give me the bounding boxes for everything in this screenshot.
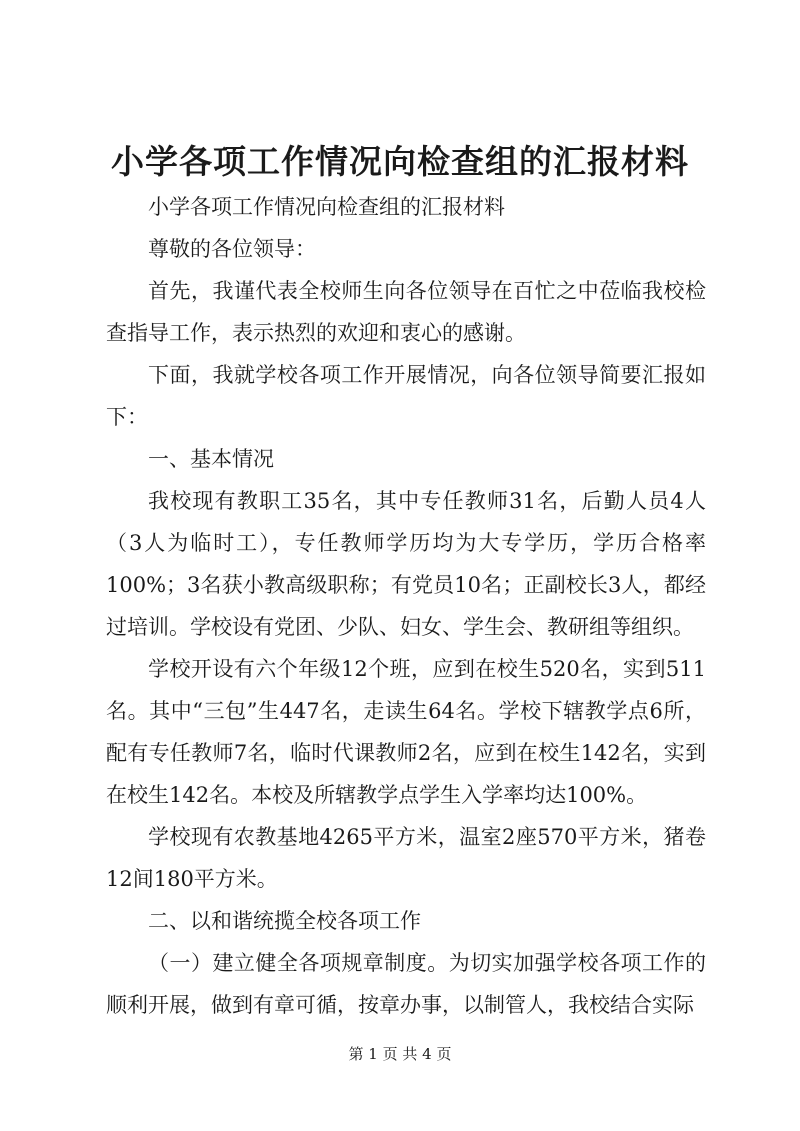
paragraph-intro: 下面，我就学校各项工作开展情况，向各位领导简要汇报如下： <box>106 363 706 429</box>
paragraph-salutation: 尊敬的各位领导： <box>148 237 316 261</box>
paragraph-facilities: 学校现有农教基地4265平方米，温室2座570平方米，猪卷12间180平方米。 <box>106 825 706 891</box>
document-title: 小学各项工作情况向检查组的汇报材料 <box>111 142 689 181</box>
paragraph-students: 学校开设有六个年级12个班，应到在校生520名，实到511名。其中“三包”生447名，走读生64名。学校下辖教学点6所，配有专任教师7名，临时代课教师2名，应到在校生142名，实到在校生142名。本校及所辖教学点学生入学率均达100%。 <box>106 657 706 807</box>
paragraph-rules: （一）建立健全各项规章制度。为切实加强学校各项工作的顺利开展，做到有章可循，按章办事，以制管人，我校结合实际 <box>106 951 706 1017</box>
page-footer: 第 1 页 共 4 页 <box>348 1045 452 1063</box>
section-heading-basic: 一、基本情况 <box>148 447 274 471</box>
paragraph-staff: 我校现有教职工35名，其中专任教师31名，后勤人员4人（3人为临时工），专任教师学历均为大专学历，学历合格率100%；3名获小教高级职称；有党员10名；正副校长3人，都经过培训。学校设有党团、少队、妇女、学生会、教研组等组织。 <box>106 489 706 639</box>
paragraph-subtitle: 小学各项工作情况向检查组的汇报材料 <box>148 195 505 219</box>
section-heading-harmony: 二、以和谐统揽全校各项工作 <box>148 909 421 933</box>
paragraph-greeting: 首先，我谨代表全校师生向各位领导在百忙之中莅临我校检查指导工作，表示热烈的欢迎和衷心的感谢。 <box>106 279 706 345</box>
document-body <box>106 186 706 1026</box>
